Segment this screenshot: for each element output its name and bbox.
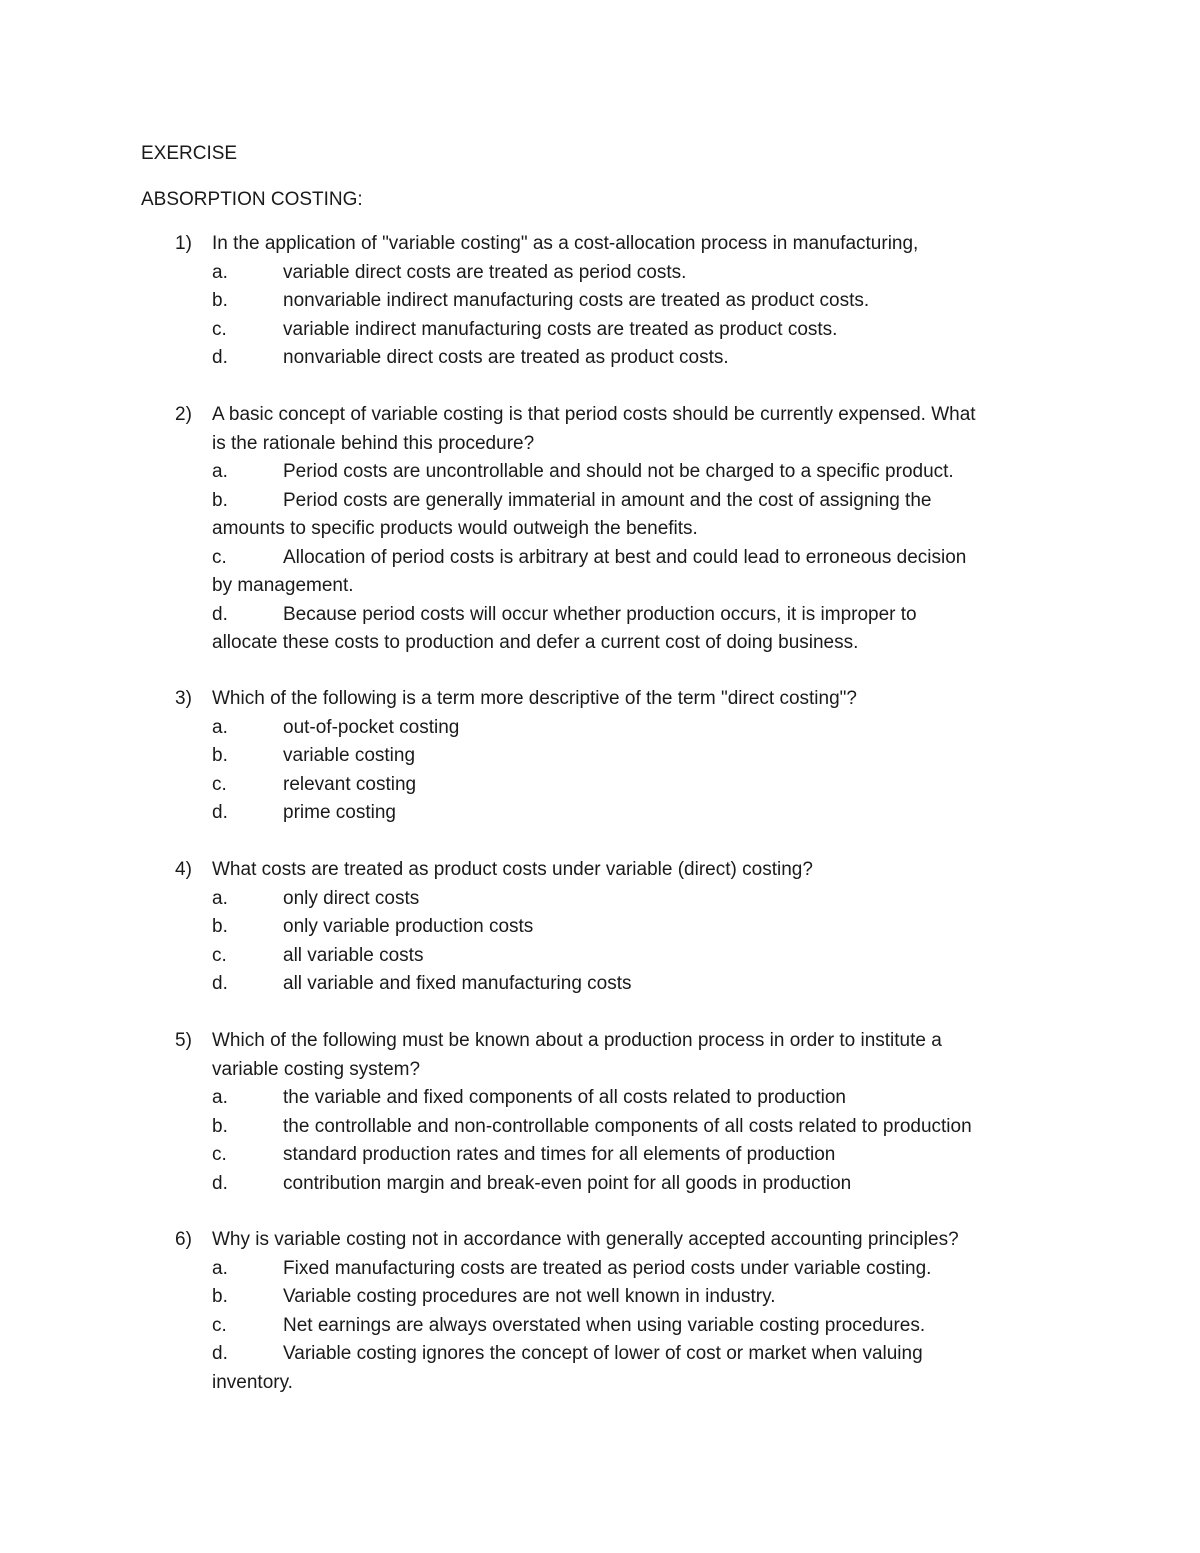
section-heading: ABSORPTION COSTING: <box>141 189 363 210</box>
option-text: prime costing <box>283 802 396 823</box>
option-text: Allocation of period costs is arbitrary at best and could lead to erroneous decision <box>283 546 967 568</box>
answer-option-c <box>0 572 1200 601</box>
answer-option-b <box>0 1113 1200 1142</box>
question-number: 6) <box>175 1229 192 1250</box>
answer-option-b <box>0 1283 1200 1312</box>
option-text: variable direct costs are treated as period costs. <box>283 261 687 283</box>
option-text: the controllable and non-controllable components of all costs related to production <box>283 1115 972 1137</box>
question-text: What costs are treated as product costs under variable (direct) costing? <box>212 859 813 880</box>
option-text: contribution margin and break-even point for all goods in production <box>283 1172 852 1194</box>
question-stem-line <box>0 1027 1200 1056</box>
option-text: standard production rates and times for all elements of production <box>283 1144 836 1165</box>
option-text: nonvariable indirect manufacturing costs are treated as product costs. <box>283 290 870 311</box>
option-letter: d. <box>212 802 228 823</box>
option-text: only variable production costs <box>283 916 534 937</box>
option-letter: c. <box>212 1314 227 1336</box>
answer-option-c <box>0 1141 1200 1170</box>
answer-option-d <box>0 970 1200 999</box>
answer-option-c <box>0 942 1200 971</box>
question-stem-line <box>0 430 1200 459</box>
option-text: Because period costs will occur whether production occurs, it is improper to <box>283 603 917 625</box>
option-letter: d. <box>212 1172 228 1194</box>
answer-option-b <box>0 487 1200 516</box>
option-text: Period costs are generally immaterial in amount and the cost of assigning the <box>283 489 932 511</box>
option-letter: b. <box>212 916 228 937</box>
option-text: all variable costs <box>283 944 424 966</box>
question-2 <box>0 401 1200 658</box>
option-text-continued: inventory. <box>212 1371 293 1393</box>
answer-option-c <box>0 316 1200 345</box>
question-number: 1) <box>175 233 192 254</box>
answer-option-c <box>0 771 1200 800</box>
question-number: 5) <box>175 1030 192 1051</box>
exercise-title: EXERCISE <box>141 143 238 164</box>
option-text: only direct costs <box>283 887 420 909</box>
question-text: Why is variable costing not in accordance with generally accepted accounting principles? <box>212 1229 959 1250</box>
option-text: nonvariable direct costs are treated as product costs. <box>283 347 729 368</box>
question-text: A basic concept of variable costing is that period costs should be currently expensed. What <box>212 404 976 425</box>
option-text: all variable and fixed manufacturing costs <box>283 973 632 994</box>
option-text-continued: by management. <box>212 575 354 596</box>
question-text: variable costing system? <box>212 1058 421 1080</box>
answer-option-d <box>0 1369 1200 1398</box>
question-number: 2) <box>175 404 192 425</box>
option-text: Fixed manufacturing costs are treated as period costs under variable costing. <box>283 1257 932 1279</box>
answer-option-a <box>0 1084 1200 1113</box>
question-text: Which of the following is a term more descriptive of the term "direct costing"? <box>212 688 857 709</box>
option-text: variable costing <box>283 745 416 766</box>
answer-option-b <box>0 515 1200 544</box>
question-stem-line <box>0 1226 1200 1255</box>
option-text: the variable and fixed components of all costs related to production <box>283 1087 846 1108</box>
question-stem-line <box>0 856 1200 885</box>
option-letter: c. <box>212 318 227 340</box>
option-text-continued: amounts to specific products would outweigh the benefits. <box>212 518 698 539</box>
question-text: In the application of "variable costing" as a cost-allocation process in manufacturing, <box>212 233 919 254</box>
option-text: relevant costing <box>283 773 417 795</box>
question-stem-line <box>0 1056 1200 1085</box>
question-number: 3) <box>175 688 192 709</box>
option-letter: b. <box>212 1115 228 1137</box>
answer-option-a <box>0 259 1200 288</box>
option-letter: c. <box>212 773 227 795</box>
option-letter: d. <box>212 1343 228 1364</box>
option-text: Variable costing procedures are not well known in industry. <box>283 1286 776 1307</box>
option-letter: b. <box>212 1286 228 1307</box>
option-letter: a. <box>212 887 228 909</box>
question-4 <box>0 856 1200 999</box>
option-letter: a. <box>212 461 228 482</box>
option-text: Net earnings are always overstated when using variable costing procedures. <box>283 1314 926 1336</box>
option-letter: c. <box>212 944 227 966</box>
option-text-continued: allocate these costs to production and defer a current cost of doing business. <box>212 632 859 653</box>
answer-option-a <box>0 885 1200 914</box>
question-stem-line <box>0 230 1200 259</box>
answer-option-d <box>0 1340 1200 1369</box>
answer-option-a <box>0 458 1200 487</box>
question-1 <box>0 230 1200 373</box>
option-text: out-of-pocket costing <box>283 716 460 738</box>
answer-option-d <box>0 799 1200 828</box>
option-letter: a. <box>212 261 228 283</box>
option-letter: b. <box>212 489 228 511</box>
question-stem-line <box>0 685 1200 714</box>
option-letter: d. <box>212 347 228 368</box>
question-text: is the rationale behind this procedure? <box>212 432 535 454</box>
option-letter: d. <box>212 973 228 994</box>
option-text: variable indirect manufacturing costs are treated as product costs. <box>283 318 838 340</box>
question-3 <box>0 685 1200 828</box>
question-6 <box>0 1226 1200 1397</box>
option-letter: c. <box>212 546 227 568</box>
option-letter: c. <box>212 1144 227 1165</box>
answer-option-c <box>0 1312 1200 1341</box>
option-letter: d. <box>212 603 228 625</box>
answer-option-d <box>0 1170 1200 1199</box>
option-letter: a. <box>212 1257 228 1279</box>
question-5 <box>0 1027 1200 1198</box>
answer-option-b <box>0 742 1200 771</box>
question-number: 4) <box>175 859 192 880</box>
option-letter: a. <box>212 716 228 738</box>
answer-option-c <box>0 544 1200 573</box>
answer-option-d <box>0 601 1200 630</box>
question-stem-line <box>0 401 1200 430</box>
answer-option-d <box>0 344 1200 373</box>
answer-option-b <box>0 913 1200 942</box>
option-letter: a. <box>212 1087 228 1108</box>
answer-option-a <box>0 1255 1200 1284</box>
option-text: Period costs are uncontrollable and should not be charged to a specific product. <box>283 461 954 482</box>
option-letter: b. <box>212 290 228 311</box>
answer-option-b <box>0 287 1200 316</box>
answer-option-d <box>0 629 1200 658</box>
question-text: Which of the following must be known about a production process in order to institute a <box>212 1030 942 1051</box>
option-letter: b. <box>212 745 228 766</box>
answer-option-a <box>0 714 1200 743</box>
option-text: Variable costing ignores the concept of lower of cost or market when valuing <box>283 1343 923 1364</box>
